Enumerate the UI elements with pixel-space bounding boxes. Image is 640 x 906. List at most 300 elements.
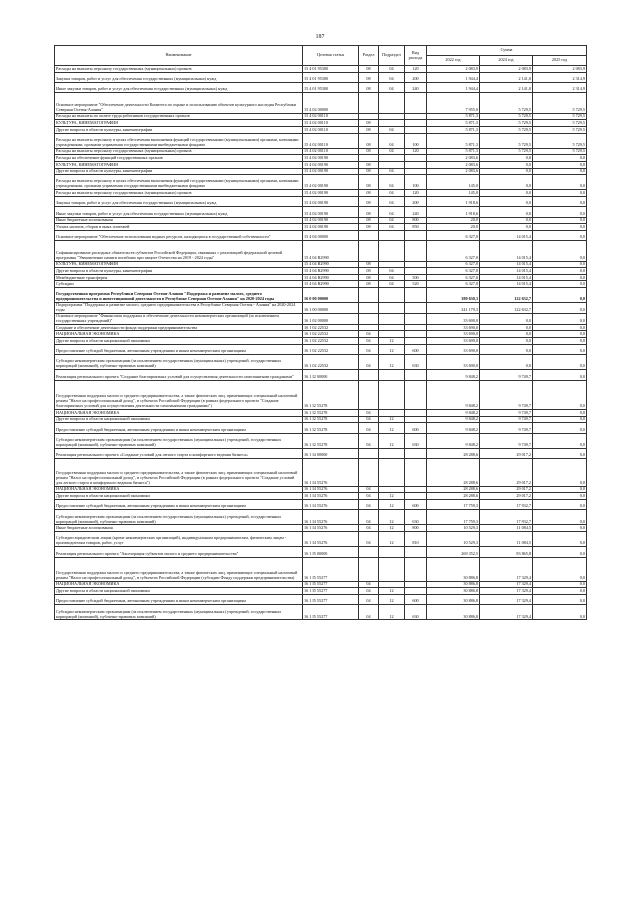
row-section-cell: 08 xyxy=(359,224,379,231)
row-expense-type-cell: 630 xyxy=(405,433,427,448)
row-sum-2025-cell: 2 083,9 xyxy=(533,66,587,73)
row-name-cell: Другие вопросы в области национальной экономики xyxy=(55,338,303,345)
table-row xyxy=(55,331,587,338)
row-sum-2022-cell: 145,0 xyxy=(427,175,480,190)
row-sum-2024-cell: 29 017,2 xyxy=(480,493,533,500)
row-subsection-cell: 04 xyxy=(379,190,405,197)
row-sum-2025-cell: 0,0 xyxy=(533,355,587,370)
row-sum-2024-cell: 0,0 xyxy=(480,355,533,370)
row-name-cell: Другие вопросы в области культуры, кинематографии xyxy=(55,268,303,275)
row-section-cell: 08 xyxy=(359,190,379,197)
row-sum-2024-cell: 5 729,5 xyxy=(480,113,533,120)
row-subsection-cell: 04 xyxy=(379,148,405,155)
table-row xyxy=(55,448,587,458)
row-expense-type-cell: 810 xyxy=(405,532,427,547)
row-subsection-cell: 12 xyxy=(379,355,405,370)
row-target-article-cell: 16 1 I2 55278 xyxy=(303,423,359,433)
row-target-article-cell: 15 4 01 95300 xyxy=(303,82,359,92)
row-expense-type-cell xyxy=(405,230,427,240)
table-row xyxy=(55,314,587,325)
row-sum-2022-cell: 6 327,0 xyxy=(427,274,480,281)
row-sum-2024-cell: 0,0 xyxy=(480,161,533,168)
row-expense-type-cell xyxy=(405,338,427,345)
row-section-cell: 08 xyxy=(359,207,379,217)
row-sum-2022-cell: 5 871,3 xyxy=(427,113,480,120)
row-expense-type-cell xyxy=(405,486,427,493)
row-target-article-cell: 16 1 02 00000 xyxy=(303,314,359,325)
row-target-article-cell: 16 1 I4 55276 xyxy=(303,532,359,547)
row-name-cell: Расходы на выплаты персоналу в целях обеспечения выполнения функций государственными (муниципальными) органами, казенными учреждениями, органами управления государственными внебюджетными фондами xyxy=(55,175,303,190)
row-subsection-cell xyxy=(379,547,405,557)
row-target-article-cell: 16 1 I5 55277 xyxy=(303,588,359,595)
row-expense-type-cell: 100 xyxy=(405,175,427,190)
row-sum-2025-cell: 0,0 xyxy=(533,274,587,281)
row-expense-type-cell xyxy=(405,155,427,162)
row-target-article-cell: 15 4 02 00000 xyxy=(303,93,359,113)
header-section: Раздел xyxy=(359,46,379,66)
row-section-cell xyxy=(359,380,379,409)
row-expense-type-cell: 630 xyxy=(405,510,427,525)
row-target-article-cell: 16 0 00 00000 xyxy=(303,288,359,303)
row-section-cell: 08 xyxy=(359,148,379,155)
row-target-article-cell: 16 1 I4 55276 xyxy=(303,486,359,493)
table-row xyxy=(55,175,587,190)
row-expense-type-cell: 120 xyxy=(405,148,427,155)
row-sum-2022-cell: 2 083,9 xyxy=(427,66,480,73)
row-sum-2025-cell: 2 314,9 xyxy=(533,82,587,92)
row-name-cell: Государственная поддержка малого и среднего предпринимательства, а также физических лиц, применяющих специальный налоговый режим "Налог на профессиональный доход", в субъектах Российской Федерации (субсидии Фонду поддержки предпринимательства) xyxy=(55,557,303,581)
table-row xyxy=(55,288,587,303)
row-target-article-cell: 16 1 I4 00000 xyxy=(303,448,359,458)
row-sum-2024-cell: 122 632,7 xyxy=(480,288,533,303)
row-expense-type-cell: 240 xyxy=(405,207,427,217)
row-subsection-cell: 04 xyxy=(379,224,405,231)
row-expense-type-cell: 600 xyxy=(405,344,427,354)
row-sum-2022-cell: 2 083,6 xyxy=(427,155,480,162)
row-name-cell: Предоставление субсидий бюджетным, автономным учреждениям и иным некоммерческим организациям xyxy=(55,344,303,354)
row-section-cell xyxy=(359,547,379,557)
row-subsection-cell: 12 xyxy=(379,416,405,423)
row-expense-type-cell: 600 xyxy=(405,499,427,509)
row-sum-2024-cell: 5 729,5 xyxy=(480,126,533,133)
row-name-cell: Предоставление субсидий бюджетным, автономным учреждениям и иным некоммерческим организациям xyxy=(55,423,303,433)
row-name-cell: КУЛЬТУРА, КИНЕМАТОГРАФИЯ xyxy=(55,161,303,168)
table-row xyxy=(55,594,587,604)
row-expense-type-cell xyxy=(405,113,427,120)
row-sum-2024-cell: 0,0 xyxy=(480,331,533,338)
row-section-cell xyxy=(359,370,379,380)
row-sum-2024-cell: 9 749,7 xyxy=(480,416,533,423)
row-sum-2025-cell: 0,0 xyxy=(533,448,587,458)
table-row xyxy=(55,72,587,82)
row-expense-type-cell xyxy=(405,241,427,261)
row-section-cell: 04 xyxy=(359,409,379,416)
row-subsection-cell: 12 xyxy=(379,605,405,620)
row-sum-2025-cell: 0,0 xyxy=(533,344,587,354)
row-subsection-cell: 12 xyxy=(379,423,405,433)
table-row xyxy=(55,532,587,547)
table-row xyxy=(55,113,587,120)
row-section-cell: 08 xyxy=(359,168,379,175)
row-sum-2022-cell: 1 944,4 xyxy=(427,82,480,92)
row-name-cell: КУЛЬТУРА, КИНЕМАТОГРАФИЯ xyxy=(55,261,303,268)
row-sum-2024-cell: 14 015,4 xyxy=(480,274,533,281)
table-row xyxy=(55,241,587,261)
row-expense-type-cell xyxy=(405,261,427,268)
row-section-cell xyxy=(359,448,379,458)
table-row xyxy=(55,303,587,314)
row-expense-type-cell xyxy=(405,557,427,581)
row-target-article-cell: 16 1 02 22532 xyxy=(303,324,359,331)
row-target-article-cell: 15 4 02 00190 xyxy=(303,168,359,175)
table-row xyxy=(55,581,587,588)
row-name-cell: Межбюджетные трансферты xyxy=(55,274,303,281)
row-sum-2022-cell: 5 871,3 xyxy=(427,133,480,148)
table-row xyxy=(55,344,587,354)
row-sum-2025-cell: 0,0 xyxy=(533,532,587,547)
row-expense-type-cell xyxy=(405,331,427,338)
row-sum-2024-cell: 14 015,4 xyxy=(480,241,533,261)
row-name-cell: НАЦИОНАЛЬНАЯ ЭКОНОМИКА xyxy=(55,581,303,588)
row-sum-2022-cell: 30 886,8 xyxy=(427,594,480,604)
row-name-cell: Другие вопросы в области национальной экономики xyxy=(55,493,303,500)
row-expense-type-cell xyxy=(405,126,427,133)
table-row xyxy=(55,557,587,581)
row-subsection-cell: 04 xyxy=(379,72,405,82)
row-target-article-cell: 16 1 02 22532 xyxy=(303,344,359,354)
row-subsection-cell: 04 xyxy=(379,126,405,133)
row-sum-2025-cell: 0,0 xyxy=(533,588,587,595)
row-target-article-cell: 15 4 04 R2990 xyxy=(303,274,359,281)
row-sum-2025-cell: 0,0 xyxy=(533,314,587,325)
row-section-cell: 08 xyxy=(359,82,379,92)
row-sum-2022-cell: 33 690,0 xyxy=(427,338,480,345)
row-expense-type-cell: 600 xyxy=(405,594,427,604)
row-sum-2022-cell: 1 918,6 xyxy=(427,196,480,206)
row-section-cell: 04 xyxy=(359,416,379,423)
row-section-cell: 08 xyxy=(359,268,379,275)
row-subsection-cell: 12 xyxy=(379,532,405,547)
row-section-cell: 08 xyxy=(359,274,379,281)
row-sum-2025-cell: 5 729,5 xyxy=(533,93,587,113)
row-expense-type-cell xyxy=(405,288,427,303)
row-expense-type-cell: 100 xyxy=(405,133,427,148)
table-row xyxy=(55,433,587,448)
row-sum-2024-cell: 5 729,5 xyxy=(480,120,533,127)
row-name-cell: Предоставление субсидий бюджетным, автономным учреждениям и иным некоммерческим организациям xyxy=(55,594,303,604)
row-sum-2024-cell: 29 017,2 xyxy=(480,459,533,487)
row-section-cell: 04 xyxy=(359,510,379,525)
row-sum-2024-cell: 0,0 xyxy=(480,155,533,162)
row-sum-2025-cell: 0,0 xyxy=(533,155,587,162)
row-name-cell: Реализация регионального проекта «Создание условий для легкого старта и комфортного ведения бизнеса» xyxy=(55,448,303,458)
row-sum-2022-cell: 1 944,4 xyxy=(427,72,480,82)
row-section-cell: 08 xyxy=(359,261,379,268)
row-sum-2022-cell: 1 918,6 xyxy=(427,207,480,217)
row-name-cell: НАЦИОНАЛЬНАЯ ЭКОНОМИКА xyxy=(55,331,303,338)
row-sum-2022-cell: 33 690,0 xyxy=(427,324,480,331)
row-subsection-cell xyxy=(379,459,405,487)
row-subsection-cell: 12 xyxy=(379,344,405,354)
row-section-cell: 04 xyxy=(359,605,379,620)
row-expense-type-cell: 200 xyxy=(405,72,427,82)
row-section-cell: 08 xyxy=(359,72,379,82)
row-sum-2022-cell: 5 871,3 xyxy=(427,120,480,127)
row-sum-2022-cell: 10 529,3 xyxy=(427,525,480,532)
row-sum-2022-cell: 28 288,6 xyxy=(427,448,480,458)
row-sum-2024-cell: 122 632,7 xyxy=(480,303,533,314)
row-target-article-cell: 15 4 02 00110 xyxy=(303,113,359,120)
table-row xyxy=(55,66,587,73)
budget-table xyxy=(54,45,587,620)
row-expense-type-cell: 800 xyxy=(405,217,427,224)
row-sum-2024-cell: 0,0 xyxy=(480,324,533,331)
row-sum-2022-cell: 9 848,2 xyxy=(427,380,480,409)
row-target-article-cell: 15 4 02 00110 xyxy=(303,126,359,133)
row-name-cell: Субсидии xyxy=(55,281,303,288)
row-target-article-cell: 16 1 I5 55277 xyxy=(303,605,359,620)
row-target-article-cell: 16 1 02 22532 xyxy=(303,338,359,345)
row-target-article-cell: 15 4 02 00190 xyxy=(303,190,359,197)
row-expense-type-cell xyxy=(405,409,427,416)
row-expense-type-cell xyxy=(405,380,427,409)
row-subsection-cell xyxy=(379,380,405,409)
row-section-cell: 08 xyxy=(359,126,379,133)
table-row xyxy=(55,605,587,620)
row-sum-2022-cell: 6 327,0 xyxy=(427,281,480,288)
header-target-article: Целевая статья xyxy=(303,46,359,66)
table-row xyxy=(55,268,587,275)
row-sum-2025-cell: 0,0 xyxy=(533,547,587,557)
row-sum-2025-cell: 0,0 xyxy=(533,230,587,240)
row-sum-2022-cell: 269 352,5 xyxy=(427,547,480,557)
row-expense-type-cell xyxy=(405,581,427,588)
row-name-cell: Другие вопросы в области национальной экономики xyxy=(55,588,303,595)
row-sum-2025-cell: 0,0 xyxy=(533,331,587,338)
table-row xyxy=(55,274,587,281)
row-target-article-cell: 15 4 04 R2990 xyxy=(303,268,359,275)
row-expense-type-cell: 600 xyxy=(405,423,427,433)
row-name-cell: Иные бюджетные ассигнования xyxy=(55,525,303,532)
row-expense-type-cell xyxy=(405,370,427,380)
table-row xyxy=(55,510,587,525)
row-sum-2022-cell: 9 848,2 xyxy=(427,370,480,380)
row-target-article-cell: 15 4 02 00190 xyxy=(303,161,359,168)
row-target-article-cell: 16 1 I4 55276 xyxy=(303,525,359,532)
row-sum-2025-cell: 0,0 xyxy=(533,207,587,217)
table-row xyxy=(55,281,587,288)
row-sum-2024-cell: 0,0 xyxy=(480,224,533,231)
row-subsection-cell: 04 xyxy=(379,82,405,92)
row-name-cell: Предоставление субсидий бюджетным, автономным учреждениям и иным некоммерческим организациям xyxy=(55,499,303,509)
row-sum-2022-cell: 20,0 xyxy=(427,217,480,224)
table-row xyxy=(55,423,587,433)
row-sum-2025-cell: 0,0 xyxy=(533,525,587,532)
row-sum-2022-cell: 2 083,6 xyxy=(427,161,480,168)
row-sum-2025-cell: 0,0 xyxy=(533,261,587,268)
row-expense-type-cell xyxy=(405,493,427,500)
row-subsection-cell: 12 xyxy=(379,594,405,604)
table-row xyxy=(55,93,587,113)
row-target-article-cell: 15 4 02 00190 xyxy=(303,207,359,217)
row-subsection-cell: 04 xyxy=(379,281,405,288)
row-sum-2025-cell: 0,0 xyxy=(533,557,587,581)
page-number: 187 xyxy=(315,34,325,40)
row-sum-2024-cell: 5 729,5 xyxy=(480,93,533,113)
row-sum-2025-cell: 0,0 xyxy=(533,217,587,224)
row-section-cell: 04 xyxy=(359,338,379,345)
table-row xyxy=(55,499,587,509)
row-expense-type-cell: 240 xyxy=(405,82,427,92)
row-section-cell: 04 xyxy=(359,344,379,354)
table-row xyxy=(55,161,587,168)
row-sum-2022-cell: 7 955,0 xyxy=(427,93,480,113)
row-section-cell: 04 xyxy=(359,331,379,338)
row-sum-2024-cell: 5 729,5 xyxy=(480,133,533,148)
row-section-cell xyxy=(359,314,379,325)
row-sum-2022-cell: 30 886,8 xyxy=(427,557,480,581)
row-section-cell: 04 xyxy=(359,433,379,448)
row-sum-2022-cell: 17 759,3 xyxy=(427,499,480,509)
row-sum-2022-cell: 33 690,0 xyxy=(427,355,480,370)
header-expense-type: Вид расхода xyxy=(405,46,427,66)
row-sum-2025-cell: 0,0 xyxy=(533,224,587,231)
row-sum-2024-cell: 14 015,4 xyxy=(480,261,533,268)
row-name-cell: Субсидии некоммерческим организациям (за исключением государственных (муниципальных) учреждений, государственных корпораций (компаний), публично-правовых компаний) xyxy=(55,433,303,448)
row-expense-type-cell xyxy=(405,547,427,557)
row-sum-2025-cell: 0,0 xyxy=(533,196,587,206)
row-name-cell: КУЛЬТУРА, КИНЕМАТОГРАФИЯ xyxy=(55,120,303,127)
row-sum-2025-cell: 2 314,9 xyxy=(533,72,587,82)
row-sum-2022-cell: 33 690,0 xyxy=(427,331,480,338)
row-sum-2025-cell: 0,0 xyxy=(533,423,587,433)
table-row xyxy=(55,588,587,595)
row-name-cell: Реализация регионального проекта "Акселерация субъектов малого и среднего предпринимательства" xyxy=(55,547,303,557)
row-subsection-cell: 04 xyxy=(379,274,405,281)
row-target-article-cell: 16 1 I2 55278 xyxy=(303,433,359,448)
row-sum-2024-cell: 17 932,7 xyxy=(480,499,533,509)
row-sum-2024-cell: 0,0 xyxy=(480,344,533,354)
row-target-article-cell: 16 1 I2 55278 xyxy=(303,380,359,409)
row-sum-2025-cell: 0,0 xyxy=(533,380,587,409)
row-sum-2022-cell: 33 690,0 xyxy=(427,344,480,354)
row-subsection-cell: 04 xyxy=(379,207,405,217)
row-sum-2024-cell: 17 329,4 xyxy=(480,594,533,604)
row-name-cell: Государственная программа Республики Северная Осетия-Алания "Поддержка и развитие малого, среднего предпринимательства и инвестиционной деятельности в Республике Северная Осетия-Алания" на 2020-2024 годы xyxy=(55,288,303,303)
row-sum-2022-cell: 28 288,6 xyxy=(427,493,480,500)
row-section-cell: 04 xyxy=(359,525,379,532)
row-sum-2025-cell: 0,0 xyxy=(533,594,587,604)
row-target-article-cell: 16 1 I4 55276 xyxy=(303,510,359,525)
row-section-cell: 08 xyxy=(359,196,379,206)
row-sum-2022-cell: 9 848,2 xyxy=(427,416,480,423)
row-expense-type-cell: 120 xyxy=(405,66,427,73)
row-subsection-cell: 04 xyxy=(379,175,405,190)
row-sum-2025-cell: 0,0 xyxy=(533,581,587,588)
row-sum-2022-cell: 6 327,0 xyxy=(427,261,480,268)
row-name-cell: Создание и обеспечение деятельности фонда поддержки предпринимательства xyxy=(55,324,303,331)
row-sum-2022-cell: 28 288,6 xyxy=(427,486,480,493)
row-target-article-cell: 16 1 02 22532 xyxy=(303,331,359,338)
row-sum-2024-cell: 11 084,5 xyxy=(480,532,533,547)
row-name-cell: Закупка товаров, работ и услуг для обеспечения государственных (муниципальных) нужд xyxy=(55,196,303,206)
row-sum-2022-cell: 20,0 xyxy=(427,224,480,231)
row-name-cell: Расходы на выплаты персоналу государственных (муниципальных) органов xyxy=(55,190,303,197)
row-name-cell: Реализация регионального проекта "Создание благоприятных условий для осуществления деятельности самозанятыми гражданами" xyxy=(55,370,303,380)
row-target-article-cell: 15 4 01 95300 xyxy=(303,66,359,73)
row-sum-2022-cell: 28 288,6 xyxy=(427,459,480,487)
row-subsection-cell: 12 xyxy=(379,433,405,448)
row-sum-2022-cell: 145,0 xyxy=(427,190,480,197)
row-section-cell: 04 xyxy=(359,532,379,547)
table-row xyxy=(55,380,587,409)
row-sum-2025-cell: 0,0 xyxy=(533,161,587,168)
row-subsection-cell xyxy=(379,448,405,458)
row-target-article-cell: 15 4 02 00190 xyxy=(303,217,359,224)
row-subsection-cell: 12 xyxy=(379,525,405,532)
row-subsection-cell: 12 xyxy=(379,499,405,509)
row-sum-2022-cell: 341 179,3 xyxy=(427,303,480,314)
row-sum-2024-cell: 29 017,2 xyxy=(480,448,533,458)
row-subsection-cell xyxy=(379,331,405,338)
row-subsection-cell xyxy=(379,324,405,331)
table-row xyxy=(55,133,587,148)
row-expense-type-cell: 200 xyxy=(405,196,427,206)
row-name-cell: Основное мероприятие "Обеспечение использования водных ресурсов, находящихся в государственной собственности" xyxy=(55,230,303,240)
row-subsection-cell xyxy=(379,120,405,127)
row-target-article-cell: 16 1 I5 55277 xyxy=(303,594,359,604)
row-sum-2022-cell: 6 327,0 xyxy=(427,268,480,275)
table-row xyxy=(55,230,587,240)
row-target-article-cell: 15 4 04 00000 xyxy=(303,230,359,240)
row-sum-2024-cell: 0,0 xyxy=(480,168,533,175)
row-section-cell: 08 xyxy=(359,281,379,288)
row-target-article-cell: 15 4 02 00190 xyxy=(303,224,359,231)
row-sum-2025-cell: 0,0 xyxy=(533,499,587,509)
row-name-cell: Другие вопросы в области культуры, кинематографии xyxy=(55,126,303,133)
row-section-cell: 04 xyxy=(359,486,379,493)
row-section-cell: 04 xyxy=(359,581,379,588)
row-target-article-cell: 15 4 02 00190 xyxy=(303,175,359,190)
row-sum-2025-cell: 0,0 xyxy=(533,370,587,380)
row-sum-2022-cell: 9 848,2 xyxy=(427,433,480,448)
row-subsection-cell xyxy=(379,93,405,113)
row-subsection-cell: 04 xyxy=(379,168,405,175)
table-row xyxy=(55,486,587,493)
table-row xyxy=(55,168,587,175)
row-section-cell: 08 xyxy=(359,217,379,224)
row-expense-type-cell xyxy=(405,459,427,487)
header-year-2022: 2022 год xyxy=(427,56,480,66)
row-sum-2024-cell: 9 749,7 xyxy=(480,380,533,409)
row-subsection-cell xyxy=(379,113,405,120)
row-expense-type-cell xyxy=(405,120,427,127)
row-sum-2025-cell: 5 729,5 xyxy=(533,133,587,148)
row-sum-2025-cell: 0,0 xyxy=(533,338,587,345)
row-target-article-cell: 16 1 I4 55276 xyxy=(303,459,359,487)
row-name-cell: Подпрограмма "Поддержка и развитие малого, среднего предпринимательства в Республике Северная Осетия - Алания" на 2020-2024 годы xyxy=(55,303,303,314)
row-name-cell: Закупка товаров, работ и услуг для обеспечения государственных (муниципальных) нужд xyxy=(55,72,303,82)
row-expense-type-cell: 120 xyxy=(405,190,427,197)
row-subsection-cell: 04 xyxy=(379,217,405,224)
row-subsection-cell xyxy=(379,261,405,268)
table-row xyxy=(55,207,587,217)
row-name-cell: Основное мероприятие "Обеспечение деятельности Комитета по охране и использованию объектов культурного наследия Республики Северная Осетия-Алания" xyxy=(55,93,303,113)
row-name-cell: Государственная поддержка малого и среднего предпринимательства, а также физических лиц, применяющих специальный налоговый режим "Налог на профессиональный доход", в субъектах Российской Федерации (в рамках федерального проекта "Создание условий для легкого старта и комфортного ведения бизнеса") xyxy=(55,459,303,487)
row-sum-2024-cell: 0,0 xyxy=(480,338,533,345)
row-sum-2024-cell: 17 329,4 xyxy=(480,588,533,595)
row-expense-type-cell xyxy=(405,303,427,314)
